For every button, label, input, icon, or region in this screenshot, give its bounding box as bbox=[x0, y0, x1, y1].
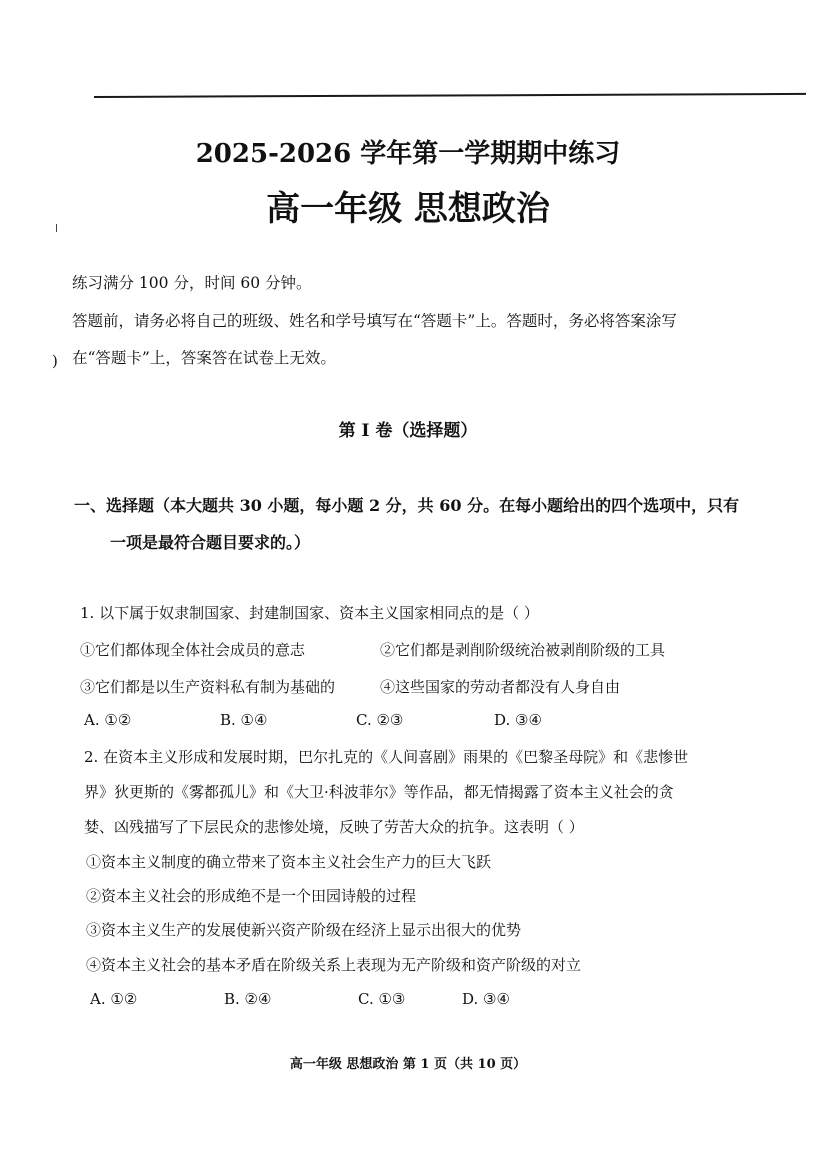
question-2-stem-line-2: 界》狄更斯的《雾都孤儿》和《大卫·科波菲尔》等作品，都无情揭露了资本主义社会的贪 bbox=[84, 783, 674, 801]
question-2-choice-d: D. ③④ bbox=[462, 990, 510, 1008]
exam-title: 2025-2026 学年第一学期期中练习 bbox=[195, 139, 621, 169]
part-heading-line-2: 一项是最符合题目要求的。） bbox=[110, 533, 311, 552]
question-1-stem: 1. 以下属于奴隶制国家、封建制国家、资本主义国家相同点的是（ ） bbox=[80, 604, 539, 622]
question-2-statement-4: ④资本主义社会的基本矛盾在阶级关系上表现为无产阶级和资产阶级的对立 bbox=[86, 956, 582, 974]
margin-mark: ) bbox=[52, 352, 58, 370]
instruction-line-1: 练习满分 100 分，时间 60 分钟。 bbox=[72, 274, 312, 292]
question-1-choice-d: D. ③④ bbox=[494, 711, 542, 729]
question-1-choice-c: C. ②③ bbox=[356, 711, 404, 729]
instruction-line-3: 在“答题卡”上，答案答在试卷上无效。 bbox=[72, 349, 336, 367]
question-2-choice-a: A. ①② bbox=[90, 990, 138, 1008]
question-1-statement-3: ③它们都是以生产资料私有制为基础的 bbox=[80, 678, 336, 696]
question-1-choice-a: A. ①② bbox=[84, 711, 132, 729]
instruction-line-2: 答题前，请务必将自己的班级、姓名和学号填写在“答题卡”上。答题时，务必将答案涂写 bbox=[72, 312, 677, 330]
section-title: 第 I 卷（选择题） bbox=[338, 421, 478, 441]
exam-subtitle: 高一年级 思想政治 bbox=[266, 189, 550, 229]
question-1-statement-2: ②它们都是剥削阶级统治被剥削阶级的工具 bbox=[380, 641, 666, 659]
question-1-choice-b: B. ①④ bbox=[220, 711, 268, 729]
question-1-statement-4: ④这些国家的劳动者都没有人身自由 bbox=[380, 678, 621, 696]
question-2-choice-c: C. ①③ bbox=[358, 990, 406, 1008]
question-1-statement-1: ①它们都体现全体社会成员的意志 bbox=[80, 641, 306, 659]
part-heading-line-1: 一、选择题（本大题共 30 小题，每小题 2 分，共 60 分。在每小题给出的四个选项中，只有 bbox=[74, 496, 740, 515]
page-footer: 高一年级 思想政治 第 1 页（共 10 页） bbox=[289, 1057, 527, 1072]
question-2-statement-3: ③资本主义生产的发展使新兴资产阶级在经济上显示出很大的优势 bbox=[86, 921, 522, 939]
question-2-statement-2: ②资本主义社会的形成绝不是一个田园诗般的过程 bbox=[86, 887, 417, 905]
question-2-stem-line-1: 2. 在资本主义形成和发展时期，巴尔扎克的《人间喜剧》雨果的《巴黎圣母院》和《悲惨世 bbox=[84, 748, 689, 766]
question-2-choice-b: B. ②④ bbox=[224, 990, 272, 1008]
header-rule bbox=[94, 93, 806, 98]
question-2-stem-line-3: 婪、凶残描写了下层民众的悲惨处境，反映了劳苦大众的抗争。这表明（ ） bbox=[84, 818, 584, 836]
question-2-statement-1: ①资本主义制度的确立带来了资本主义社会生产力的巨大飞跃 bbox=[86, 853, 492, 871]
